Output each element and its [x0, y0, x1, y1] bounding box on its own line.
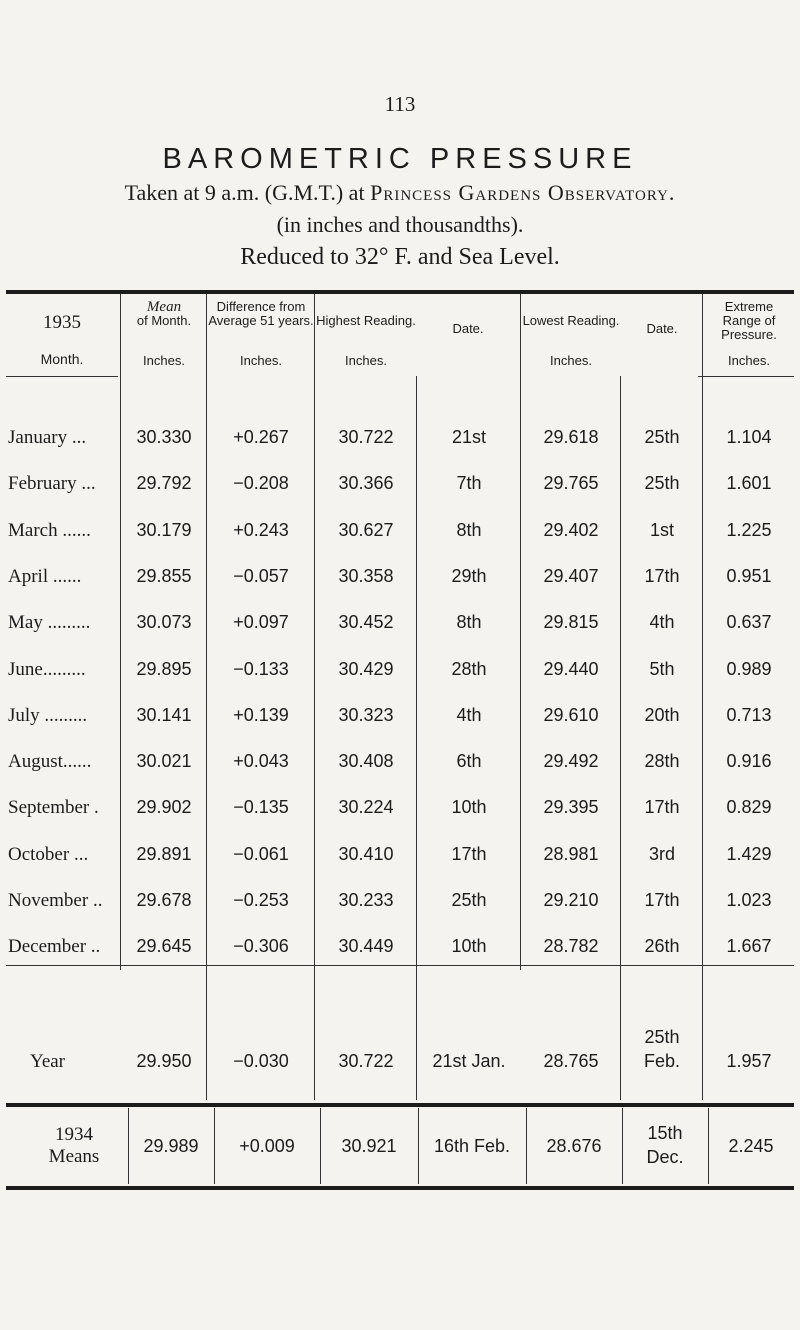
observatory-name: Princess Gardens Observatory.: [370, 180, 676, 205]
header-difference: Difference from Average 51 years.: [208, 299, 314, 328]
row-mean: 30.021: [136, 751, 192, 772]
row-range: 0.989: [726, 658, 772, 679]
year-low-date-1: 25th: [644, 1027, 680, 1047]
row-diff: −0.135: [233, 797, 289, 818]
year-bottom-rule: [6, 1103, 794, 1107]
col-divider: [520, 294, 521, 970]
col-divider: [702, 294, 703, 1100]
col-divider: [416, 376, 417, 1100]
row-diff: −0.133: [233, 658, 289, 679]
row-range: 1.023: [726, 890, 772, 910]
row-low: 29.402: [543, 519, 599, 540]
row-high-date: 21st: [451, 427, 487, 447]
row-high-date: 8th: [456, 519, 482, 540]
row-high-date: 4th: [456, 704, 482, 725]
row-high: 30.429: [338, 658, 394, 679]
row-high-date: 29th: [451, 565, 487, 586]
row-range: 0.713: [726, 704, 772, 725]
row-mean: 29.891: [136, 843, 192, 864]
row-range: 0.951: [726, 565, 772, 586]
row-month: January ...: [8, 427, 87, 448]
row-low-date: 25th: [644, 427, 680, 447]
row-low: 29.610: [543, 704, 599, 725]
header-date-high: Date.: [452, 321, 484, 336]
header-range-units: Inches.: [728, 353, 770, 368]
header-rule-right: [698, 376, 794, 377]
row-high: 30.410: [338, 843, 394, 864]
row-low: 29.618: [543, 427, 599, 447]
header-mean-italic: Mean: [146, 299, 182, 315]
row-mean: 29.645: [136, 936, 192, 957]
header-difference-units: Inches.: [240, 353, 282, 368]
row-high: 30.452: [338, 612, 394, 633]
row-month: March ......: [8, 519, 91, 541]
row-high-date: 17th: [451, 843, 487, 864]
page-title: BAROMETRIC PRESSURE: [162, 143, 638, 175]
row-month: September .: [8, 797, 99, 819]
means-diff: +0.009: [239, 1136, 295, 1156]
row-low: 28.782: [543, 936, 599, 957]
row-low: 29.407: [543, 565, 599, 586]
row-high: 30.722: [338, 427, 394, 447]
row-high-date: 10th: [451, 797, 487, 818]
row-low: 29.210: [543, 890, 599, 910]
header-highest: Highest Reading.: [316, 313, 416, 328]
header-range: Extreme Range of Pressure.: [721, 299, 777, 342]
header-mean-rest: of Month.: [136, 313, 192, 328]
row-diff: −0.057: [233, 565, 289, 586]
row-high-date: 25th: [451, 890, 487, 910]
col-divider: [622, 1108, 623, 1184]
year-separator-rule: [6, 965, 794, 966]
row-low-date: 4th: [649, 612, 675, 633]
row-diff: +0.267: [233, 427, 289, 447]
row-range: 1.601: [726, 473, 772, 494]
row-mean: 30.330: [136, 427, 192, 447]
row-high: 30.358: [338, 565, 394, 586]
means-mean: 29.989: [143, 1136, 199, 1156]
row-range: 1.225: [726, 519, 772, 540]
row-low-date: 5th: [649, 658, 675, 679]
row-low: 29.815: [543, 612, 599, 633]
row-low: 29.492: [543, 751, 599, 772]
row-mean: 30.179: [136, 519, 192, 540]
means-label-1: 1934: [55, 1124, 93, 1145]
header-lowest-units: Inches.: [550, 353, 592, 368]
row-range: 0.829: [726, 797, 772, 818]
row-high: 30.323: [338, 704, 394, 725]
row-mean: 29.895: [136, 658, 192, 679]
row-month: November ..: [8, 890, 103, 911]
row-high: 30.366: [338, 473, 394, 494]
row-month: February ...: [8, 473, 96, 495]
header-date-low: Date.: [646, 321, 678, 336]
row-low-date: 1st: [649, 519, 674, 540]
year-range: 1.957: [726, 1051, 772, 1071]
row-high: 30.627: [338, 519, 394, 540]
col-divider: [206, 294, 207, 1100]
header-rule: [6, 376, 118, 377]
subtitle-units: (in inches and thousandths).: [276, 212, 524, 237]
row-month: December ..: [8, 936, 101, 958]
row-high: 30.408: [338, 751, 394, 772]
means-low-date-2: Dec.: [646, 1147, 684, 1167]
header-lowest: Lowest Reading.: [522, 313, 620, 328]
row-low-date: 17th: [644, 797, 680, 818]
subtitle-reduced: Reduced to 32° F. and Sea Level.: [240, 244, 560, 270]
row-low-date: 28th: [644, 751, 680, 772]
row-low-date: 20th: [644, 704, 680, 725]
year-low: 28.765: [543, 1051, 599, 1071]
row-low: 29.765: [543, 473, 599, 494]
row-low: 29.440: [543, 658, 599, 679]
subtitle-prefix: Taken at 9 a.m. (G.M.T.) at: [124, 180, 371, 205]
header-mean: [122, 300, 206, 328]
row-high: 30.233: [338, 890, 394, 910]
means-low-date-1: 15th: [647, 1123, 683, 1143]
means-low: 28.676: [546, 1136, 602, 1156]
row-mean: 29.678: [136, 890, 192, 910]
row-mean: 29.792: [136, 473, 192, 494]
year-high: 30.722: [338, 1051, 394, 1071]
row-low-date: 3rd: [648, 843, 675, 864]
row-range: 1.104: [726, 427, 772, 447]
year-high-date: 21st Jan.: [432, 1051, 506, 1071]
means-range: 2.245: [728, 1136, 774, 1156]
row-diff: +0.097: [233, 612, 289, 633]
row-mean: 29.855: [136, 565, 192, 586]
means-label-2: Means: [48, 1146, 100, 1167]
row-low-date: 17th: [644, 565, 680, 586]
row-mean: 30.141: [136, 704, 192, 725]
row-diff: +0.243: [233, 519, 289, 540]
row-high: 30.224: [338, 797, 394, 818]
header-month: Month.: [40, 351, 84, 367]
row-range: 0.637: [726, 612, 772, 633]
header-mean-units: Inches.: [143, 353, 185, 368]
row-month: August......: [8, 751, 92, 773]
row-high: 30.449: [338, 936, 394, 957]
row-month: October ...: [8, 843, 89, 865]
row-high-date: 7th: [456, 473, 482, 494]
year-label: Year: [30, 1051, 66, 1072]
row-diff: −0.208: [233, 473, 289, 494]
header-year: 1935: [43, 312, 81, 333]
row-mean: 29.902: [136, 797, 192, 818]
row-low: 28.981: [543, 843, 599, 864]
row-high-date: 10th: [451, 936, 487, 957]
row-month: April ......: [8, 565, 82, 587]
row-high-date: 28th: [451, 658, 487, 679]
row-high-date: 6th: [456, 751, 482, 772]
year-diff: −0.030: [233, 1051, 289, 1071]
row-mean: 30.073: [136, 612, 192, 633]
means-high: 30.921: [341, 1136, 397, 1156]
row-range: 0.916: [726, 751, 772, 772]
row-diff: −0.253: [233, 890, 289, 910]
row-low-date: 26th: [644, 936, 680, 957]
top-rule: [6, 290, 794, 294]
row-month: May .........: [8, 612, 91, 634]
row-diff: +0.043: [233, 751, 289, 772]
year-mean: 29.950: [136, 1051, 192, 1071]
row-month: June.........: [8, 658, 86, 680]
row-low-date: 17th: [644, 890, 680, 910]
row-month: July .........: [8, 704, 88, 726]
row-diff: −0.306: [233, 936, 289, 957]
col-divider: [314, 294, 315, 1100]
row-range: 1.667: [726, 936, 772, 957]
subtitle-observation: [0, 180, 800, 206]
col-divider: [620, 376, 621, 1100]
row-high-date: 8th: [456, 612, 482, 633]
means-high-date: 16th Feb.: [433, 1136, 511, 1156]
year-low-date-2: Feb.: [643, 1051, 681, 1071]
page-number: 113: [384, 92, 416, 116]
row-diff: −0.061: [233, 843, 289, 864]
row-diff: +0.139: [233, 704, 289, 725]
col-divider: [120, 294, 121, 970]
row-low-date: 25th: [644, 473, 680, 494]
row-range: 1.429: [726, 843, 772, 864]
header-highest-units: Inches.: [345, 353, 387, 368]
row-low: 29.395: [543, 797, 599, 818]
bottom-rule: [6, 1186, 794, 1190]
